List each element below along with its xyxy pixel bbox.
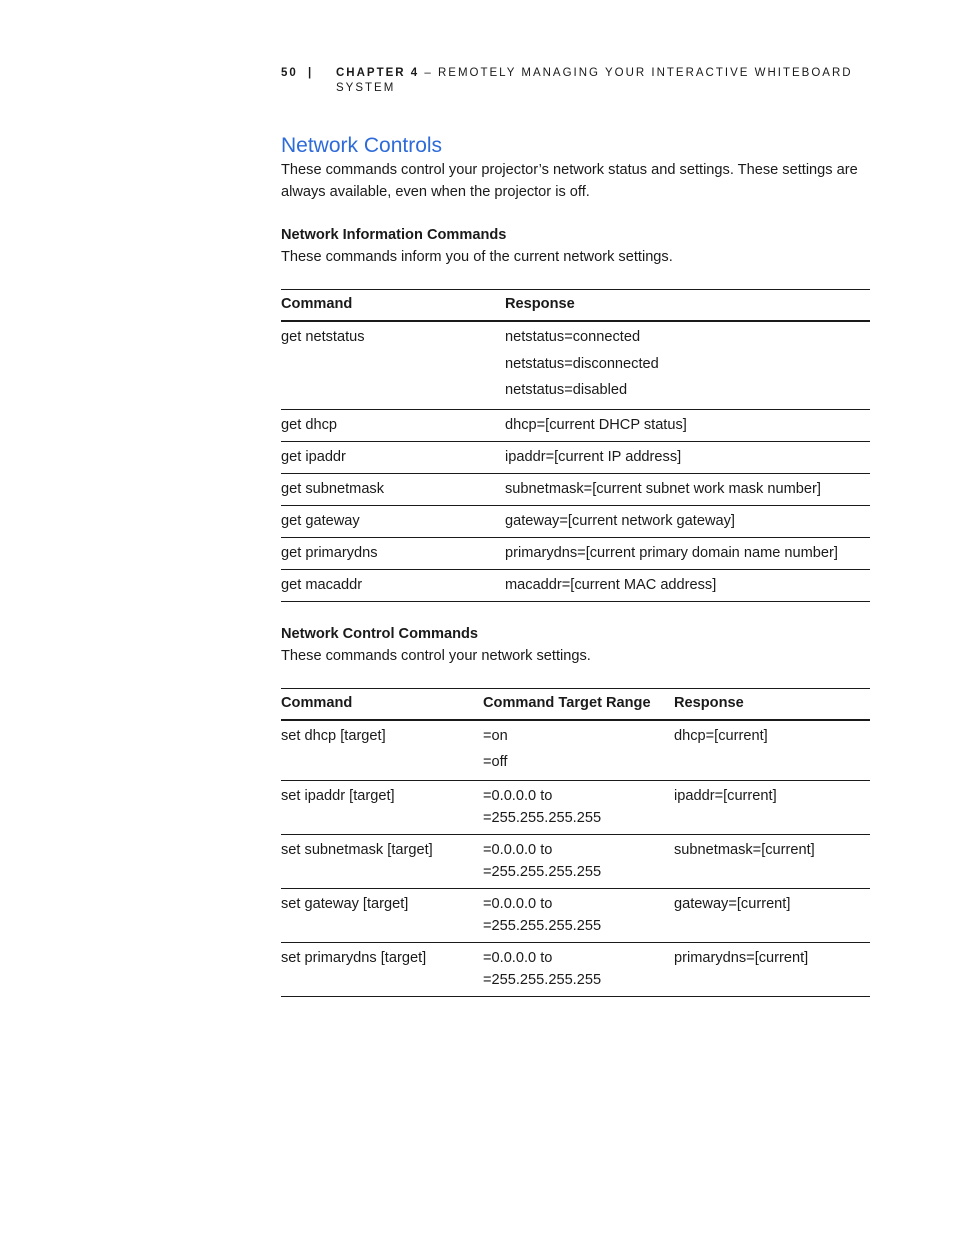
command-cell: get primarydns	[281, 537, 505, 569]
section-title: Network Controls	[281, 134, 443, 157]
table-row	[281, 409, 870, 441]
table-row	[281, 720, 870, 781]
table-row	[281, 321, 870, 409]
table-row	[281, 441, 870, 473]
command-cell: set primarydns [target]	[281, 942, 483, 996]
column-header-target-range: Command Target Range	[483, 688, 674, 720]
section-intro: These commands control your projector’s network status and settings. These settings are always available, even when the projector is off.	[281, 162, 858, 200]
range-value: =0.0.0.0 to	[483, 949, 553, 966]
table-row	[281, 888, 870, 942]
target-range-cell	[483, 780, 674, 834]
response-value: netstatus=connected	[505, 329, 641, 345]
response-cell: ipaddr=[current IP address]	[505, 441, 870, 473]
control-commands-table	[281, 688, 870, 997]
response-cell: gateway=[current network gateway]	[505, 505, 870, 537]
response-cell: subnetmask=[current]	[674, 834, 870, 888]
target-range-cell	[483, 720, 674, 781]
range-value: =255.255.255.255	[483, 971, 602, 988]
response-cell: macaddr=[current MAC address]	[505, 569, 870, 601]
column-header-response: Response	[674, 688, 870, 720]
table-row	[281, 505, 870, 537]
response-cell: dhcp=[current]	[674, 720, 870, 781]
response-cell: primarydns=[current]	[674, 942, 870, 996]
response-value: netstatus=disconnected	[505, 355, 659, 372]
range-value: =off	[483, 753, 508, 770]
header-separator: |	[308, 67, 314, 79]
response-cell: primarydns=[current primary domain name number]	[505, 537, 870, 569]
target-range-cell	[483, 834, 674, 888]
table-row	[281, 473, 870, 505]
target-range-cell	[483, 942, 674, 996]
response-value: netstatus=disabled	[505, 382, 628, 398]
response-cell: gateway=[current]	[674, 888, 870, 942]
response-cell: ipaddr=[current]	[674, 780, 870, 834]
target-range-cell	[483, 888, 674, 942]
column-header-command: Command	[281, 290, 505, 322]
info-commands-table	[281, 289, 870, 602]
command-cell: get netstatus	[281, 321, 505, 409]
table-row	[281, 834, 870, 888]
table-row	[281, 537, 870, 569]
command-cell: get dhcp	[281, 409, 505, 441]
chapter-label: CHAPTER 4	[336, 67, 420, 79]
range-value: =0.0.0.0 to	[483, 787, 553, 804]
table-row	[281, 942, 870, 996]
command-cell: get macaddr	[281, 569, 505, 601]
column-header-command: Command	[281, 688, 483, 720]
range-value: =0.0.0.0 to	[483, 895, 553, 912]
control-commands-heading: Network Control Commands	[281, 625, 479, 642]
table-header-row	[281, 290, 870, 322]
chapter-title	[336, 66, 866, 96]
response-cell	[505, 321, 870, 409]
table-row	[281, 569, 870, 601]
info-commands-heading: Network Information Commands	[281, 227, 507, 243]
range-value: =0.0.0.0 to	[483, 841, 553, 858]
command-cell: set dhcp [target]	[281, 720, 483, 781]
range-value: =255.255.255.255	[483, 917, 602, 934]
info-commands-description: These commands inform you of the current network settings.	[281, 249, 673, 265]
command-cell: set subnetmask [target]	[281, 834, 483, 888]
range-value: =255.255.255.255	[483, 863, 602, 880]
chapter-name: – REMOTELY MANAGING YOUR INTERACTIVE WHITEBOARD SYSTEM	[336, 67, 853, 94]
command-cell: get subnetmask	[281, 473, 505, 505]
response-cell: dhcp=[current DHCP status]	[505, 409, 870, 441]
response-cell: subnetmask=[current subnet work mask number]	[505, 473, 870, 505]
control-commands-description: These commands control your network settings.	[281, 647, 591, 664]
table-row	[281, 780, 870, 834]
command-cell: set ipaddr [target]	[281, 780, 483, 834]
command-cell: get ipaddr	[281, 441, 505, 473]
command-cell: get gateway	[281, 505, 505, 537]
page-number: 50	[281, 67, 298, 79]
range-value: =on	[483, 727, 508, 744]
page-content	[281, 133, 870, 997]
range-value: =255.255.255.255	[483, 809, 602, 826]
column-header-response: Response	[505, 290, 870, 322]
command-cell: set gateway [target]	[281, 888, 483, 942]
table-header-row	[281, 688, 870, 720]
